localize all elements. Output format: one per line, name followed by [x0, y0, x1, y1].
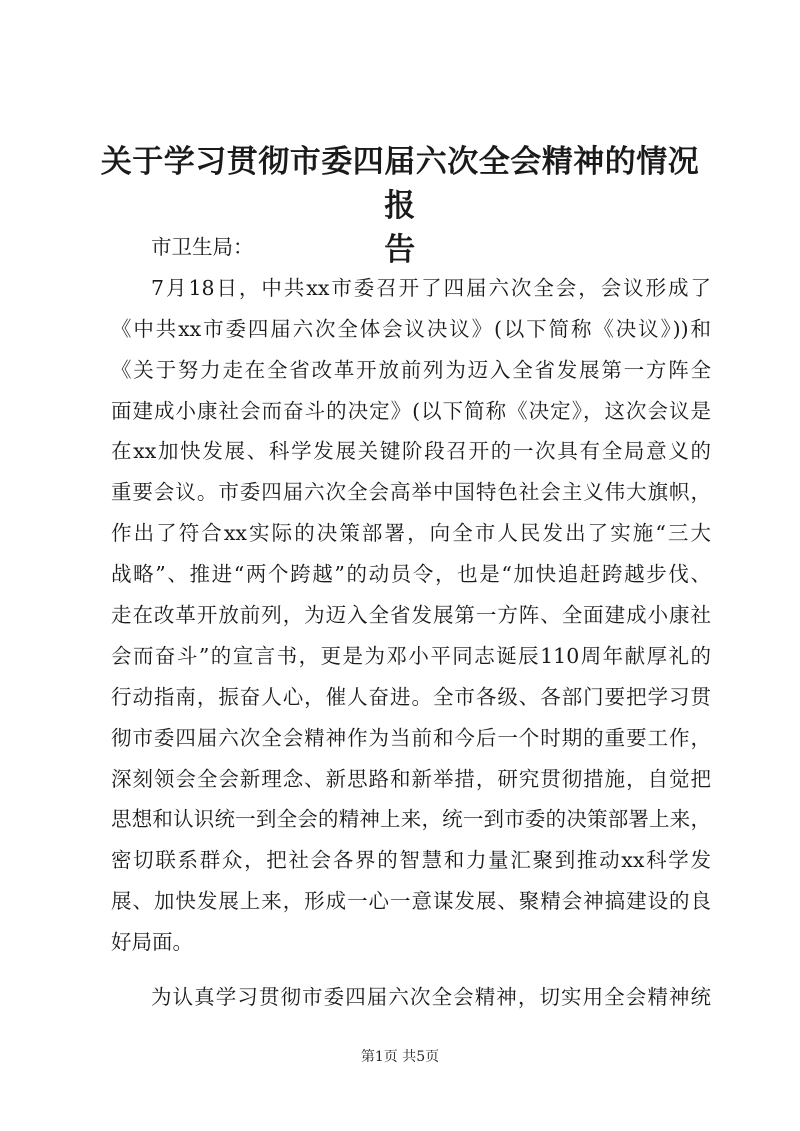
- paragraph-line: 深刻领会全会新理念、新思路和新举措，研究贯彻措施，自觉把: [111, 766, 711, 791]
- paragraph-line: 行动指南，振奋人心，催人奋进。全市各级、各部门要把学习贯: [111, 684, 711, 709]
- paragraph-line: 7月18日，中共xx市委召开了四届六次全会，会议形成了: [151, 275, 711, 300]
- title-line-2: 告: [384, 232, 416, 268]
- paragraph-2: [111, 977, 711, 1018]
- paragraph-line: 密切联系群众，把社会各界的智慧和力量汇聚到推动xx科学发: [111, 848, 711, 873]
- paragraph-line: 面建成小康社会而奋斗的决定》(以下简称《决定》，这次会议是: [111, 398, 711, 423]
- paragraph-line: 《关于努力走在全省改革开放前列为迈入全省发展第一方阵全: [111, 357, 711, 382]
- paragraph-line: 在xx加快发展、科学发展关键阶段召开的一次具有全局意义的: [111, 439, 711, 464]
- paragraph-line: 作出了符合xx实际的决策部署，向全市人民发出了实施“三大: [111, 521, 711, 546]
- paragraph-line: 为认真学习贯彻市委四届六次全会精神，切实用全会精神统: [151, 985, 711, 1010]
- paragraph-line: 战略”、推进“两个跨越”的动员令，也是“加快追赶跨越步伐、: [111, 562, 711, 587]
- paragraph-1: [111, 268, 711, 963]
- paragraph-gap: [111, 963, 711, 977]
- paragraph-line: 重要会议。市委四届六次全会高举中国特色社会主义伟大旗帜，: [111, 480, 711, 505]
- paragraph-line: 好局面。: [111, 930, 193, 955]
- salutation: 市卫生局：: [151, 235, 254, 259]
- paragraph-line: 思想和认识统一到全会的精神上来，统一到市委的决策部署上来，: [111, 807, 711, 832]
- paragraph-line: 走在改革开放前列，为迈入全省发展第一方阵、全面建成小康社: [111, 603, 711, 628]
- paragraph-line: 会而奋斗”的宣言书，更是为邓小平同志诞辰110周年献厚礼的: [111, 643, 711, 668]
- paragraph-line: 彻市委四届六次全会精神作为当前和今后一个时期的重要工作，: [111, 725, 711, 750]
- page-number-footer: 第1页 共5页: [360, 1049, 440, 1065]
- document-body: [111, 227, 711, 1018]
- paragraph-line: 展、加快发展上来，形成一心一意谋发展、聚精会神搞建设的良: [111, 889, 711, 914]
- title-line-1: 关于学习贯彻市委四届六次全会精神的情况报: [100, 144, 700, 224]
- paragraph-line: 《中共xx市委四届六次全体会议决议》(以下简称《决议》))和: [111, 316, 711, 341]
